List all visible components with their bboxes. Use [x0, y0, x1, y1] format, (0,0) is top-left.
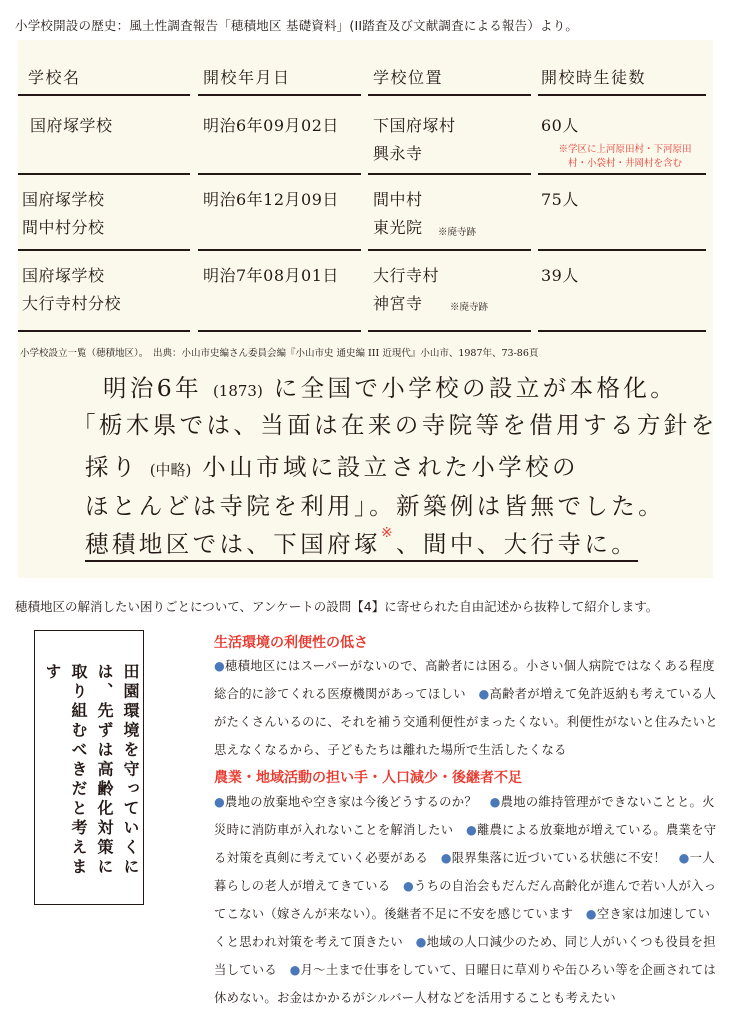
section-body-succession: ●農地の放棄地や空き家は今後どうするのか？ ●農地の維持管理ができないことと。火災時に消防車が入れないことを解消したい ●離農による放棄地が増えている。農業を守る対策を真剣に考えていく必要がある ●限界集落に近づいている状態に不安！ ●一人暮らしの老人が増えてきている ●うちの自治会もだんだん高齢化が進んで若い人が入ってこない（嫁さんが来ない）。後継者不足に不安を感じています ●空き家は加速していくと思われ対策を考えて頂きたい ●地域の人口減少のため、同じ人がいくつも役員を担当している ●月～土まで仕事をしていて、日曜日に草刈りや缶ひろい等を企画されては休めない。お金はかかるがシルバー人材などを活用することも考えたい: [214, 795, 717, 1005]
highlight-comment: 田園環境を守っていくには、先ずは高齢化対策に取り組むべきだと考えます: [43, 663, 140, 878]
section-heading-convenience: 生活環境の利便性の低さ: [214, 635, 368, 651]
quote-line-3: 採り (中略) 小山市域に設立された小学校の: [85, 453, 579, 481]
row-rule: [368, 330, 531, 332]
row-rule: [198, 173, 361, 175]
header-rule: [18, 94, 190, 96]
quote-line-1: 明治6年 (1873) に全国で小学校の設立が本格化。: [103, 374, 678, 402]
row-rule: [538, 173, 706, 175]
row-rule: [18, 330, 190, 332]
col-header-school: 学校名: [28, 68, 81, 87]
row-rule: [18, 249, 190, 251]
quote-line-4: ほとんどは寺院を利用」。新築例は皆無でした。: [85, 492, 666, 520]
table-cell-school: 国府塚学校 間中村分校: [22, 190, 105, 237]
row-rule: [368, 249, 531, 251]
col-header-date: 開校年月日: [203, 68, 291, 87]
table-cell-location: 下国府塚村 興永寺: [373, 116, 456, 163]
col-header-location: 学校位置: [373, 68, 444, 87]
table-cell-school: 国府塚学校: [30, 116, 113, 135]
header-rule: [198, 94, 361, 96]
row-rule: [538, 330, 706, 332]
highlight-comment-box: [34, 630, 144, 905]
quote-line-2: 「栃木県では、当面は在来の寺院等を借用する方針を: [72, 411, 718, 439]
table-cell-students: 60人: [541, 116, 579, 135]
header-rule: [368, 94, 531, 96]
row-rule: [18, 173, 190, 175]
location-note: ※廃寺跡: [450, 302, 489, 313]
col-header-students: 開校時生徒数: [541, 68, 647, 87]
students-note: ※学区に上河原田村・下河原田 村・小袋村・井岡村を含む: [558, 144, 692, 169]
location-note: ※廃寺跡: [438, 227, 477, 238]
table-cell-school: 国府塚学校 大行寺村分校: [22, 266, 122, 313]
section-heading-succession: 農業・地域活動の担い手・人口減少・後継者不足: [214, 770, 522, 786]
quote-line-5: 穂積地区では、下国府塚※、間中、大行寺に。: [85, 525, 638, 559]
table-cell-students: 39人: [541, 266, 579, 285]
table-caption: 小学校設立一覧（穂積地区）。 出典：小山市史編さん委員会編『小山市史 通史編 III 近現代』小山市、1987年、73-86頁: [20, 348, 539, 359]
row-rule: [198, 249, 361, 251]
table-cell-date: 明治6年12月09日: [203, 190, 339, 209]
page-heading: 小学校開設の歴史：風土性調査報告「穂積地区 基礎資料」(II踏査及び文献調査による報告）より。: [15, 18, 579, 33]
history-panel: [18, 40, 718, 578]
header-rule: [538, 94, 706, 96]
table-cell-date: 明治7年08月01日: [203, 266, 339, 285]
section-body-convenience: ●穂積地区にはスーパーがないので、高齢者には困る。小さい個人病院ではなくある程度総合的に診てくれる医療機関があってほしい ●高齢者が増えて免許返納も考えている人がたくさんいるのに、それを補う交通利便性がまったくない。利便性がないと住みたいと思えなくなるから、子どもたちは離れた場所で生活したくなる: [214, 659, 718, 757]
table-cell-date: 明治6年09月02日: [203, 116, 339, 135]
row-rule: [538, 249, 706, 251]
table-cell-students: 75人: [541, 190, 579, 209]
table-cell-location: 大行寺村 神宮寺: [373, 266, 440, 313]
row-rule: [368, 173, 531, 175]
survey-intro: 穂積地区の解消したい困りごとについて、アンケートの設問【4】に寄せられた自由記述から抜粋して紹介します。: [15, 599, 659, 614]
table-cell-location: 間中村 東光院: [373, 190, 423, 237]
row-rule: [198, 330, 361, 332]
